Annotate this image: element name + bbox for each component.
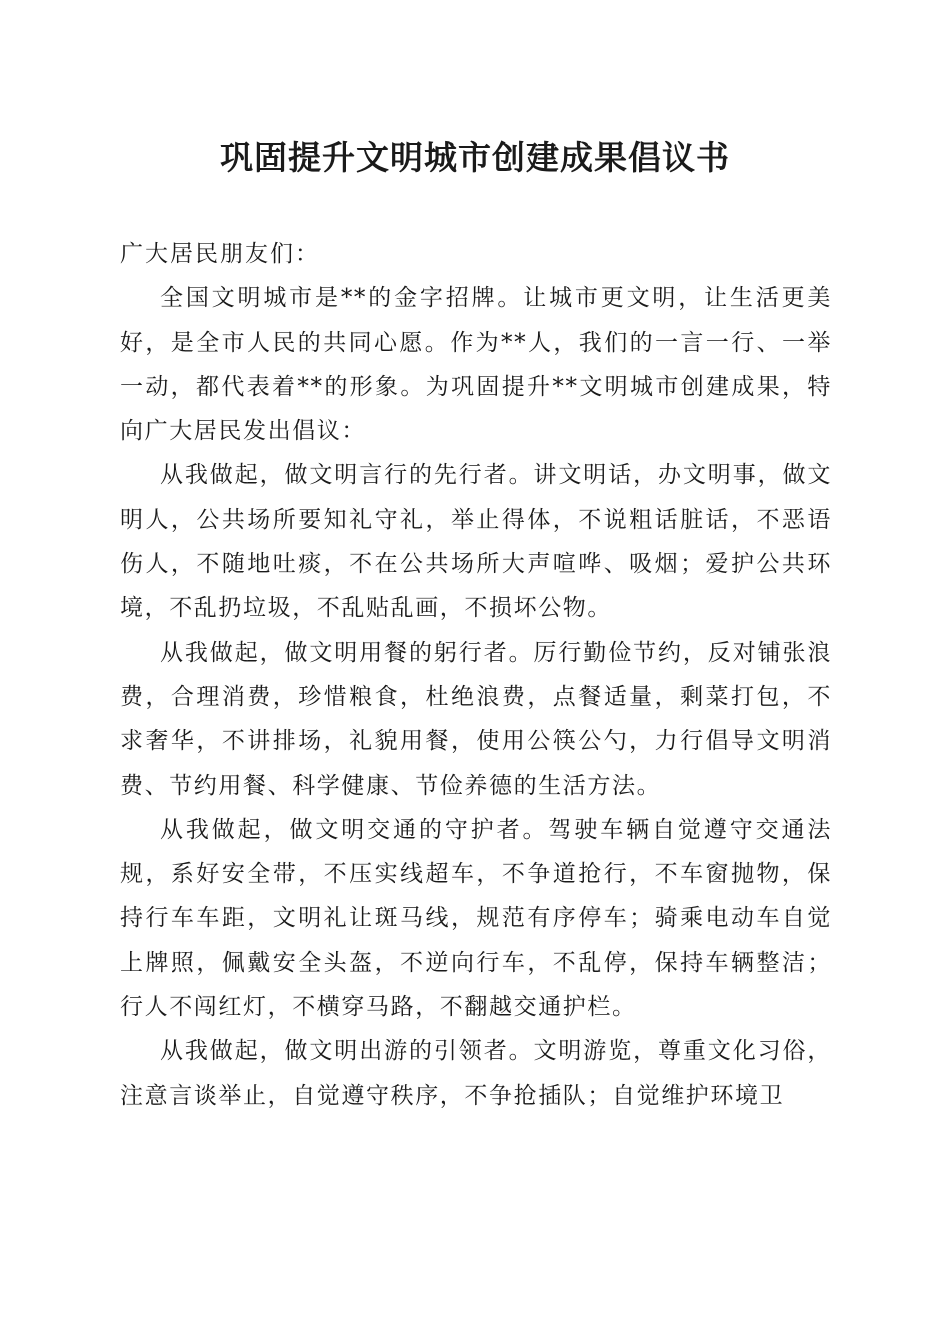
document-body: [120, 232, 832, 1118]
document-title: 巩固提升文明城市创建成果倡议书: [220, 138, 730, 177]
paragraph-civil-travel: 从我做起，做文明出游的引领者。文明游览，尊重文化习俗，注意言谈举止，自觉遵守秩序，不争抢插队；自觉维护环境卫: [120, 1038, 832, 1109]
salutation: 广大居民朋友们：: [120, 241, 320, 267]
paragraph-civil-traffic: 从我做起，做文明交通的守护者。驾驶车辆自觉遵守交通法规，系好安全带，不压实线超车，不争道抢行，不车窗抛物，保持行车车距，文明礼让斑马线，规范有序停车；骑乘电动车自觉上牌照，佩戴安全头盔，不逆向行车，不乱停，保持车辆整洁；行人不闯红灯，不横穿马路，不翻越交通护栏。: [120, 816, 832, 1021]
paragraph-civil-dining: 从我做起，做文明用餐的躬行者。厉行勤俭节约，反对铺张浪费，合理消费，珍惜粮食，杜绝浪费，点餐适量，剩菜打包，不求奢华，不讲排场，礼貌用餐，使用公筷公勺，力行倡导文明消费、节约用餐、科学健康、节俭养德的生活方法。: [120, 639, 832, 799]
paragraph-civil-conduct: 从我做起，做文明言行的先行者。讲文明话，办文明事，做文明人，公共场所要知礼守礼，举止得体，不说粗话脏话，不恶语伤人，不随地吐痰，不在公共场所大声喧哗、吸烟；爱护公共环境，不乱扔垃圾，不乱贴乱画，不损坏公物。: [120, 462, 832, 622]
paragraph-intro: 全国文明城市是**的金字招牌。让城市更文明，让生活更美好，是全市人民的共同心愿。作为**人，我们的一言一行、一举一动，都代表着**的形象。为巩固提升**文明城市创建成果，特向广大居民发出倡议：: [120, 285, 832, 445]
